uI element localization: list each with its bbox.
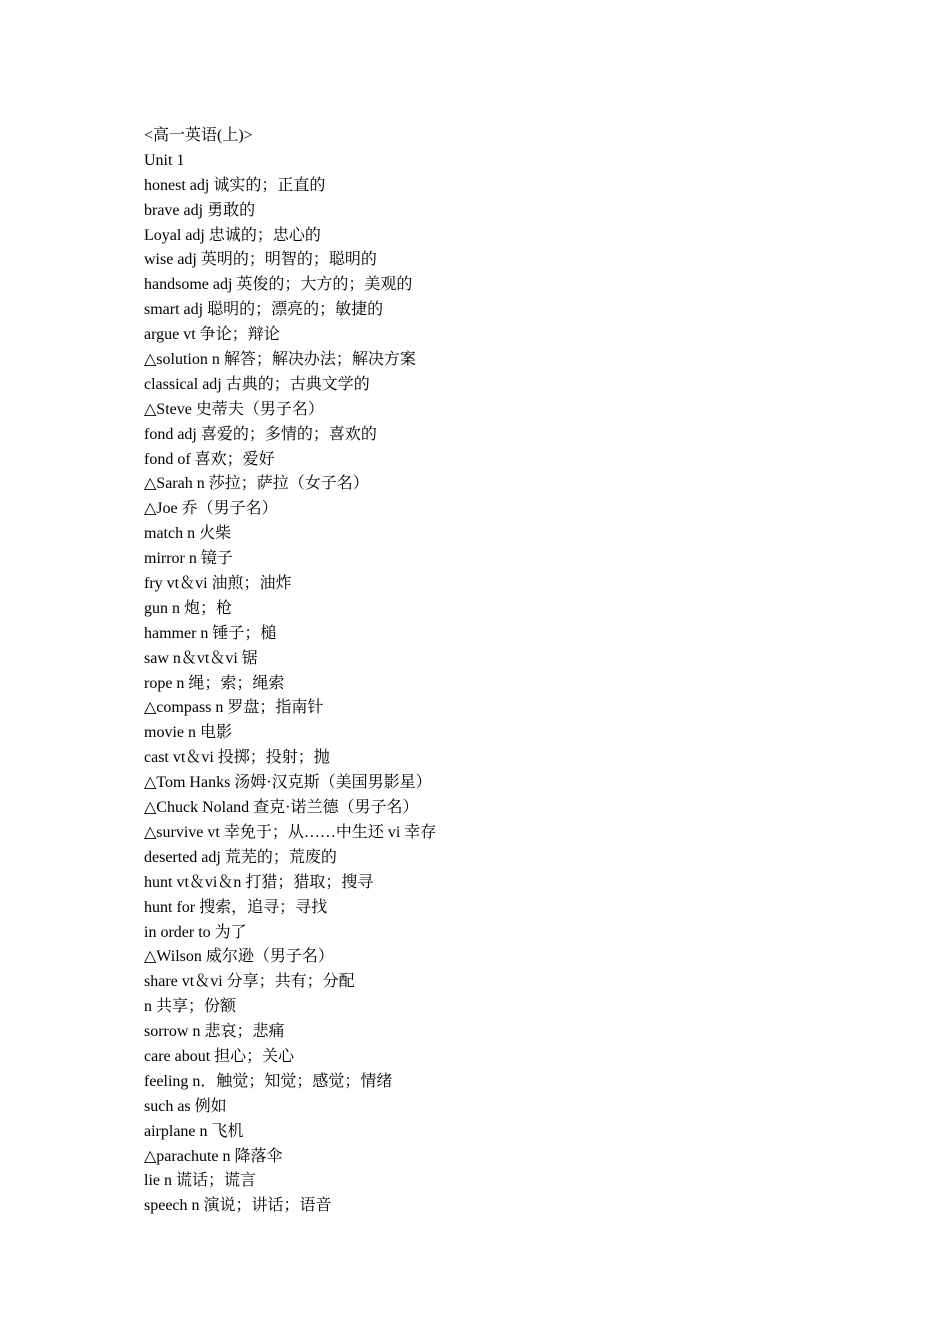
vocab-entry: △survive vt 幸免于；从……中生还 vi 幸存 (144, 823, 437, 841)
vocab-entry: fond of 喜欢；爱好 (144, 450, 275, 468)
vocab-entry: fond adj 喜爱的；多情的；喜欢的 (144, 425, 377, 443)
vocab-entry: in order to 为了 (144, 923, 247, 941)
vocab-entry: hammer n 锤子；槌 (144, 624, 277, 642)
vocab-entry: care about 担心；关心 (144, 1047, 295, 1065)
vocab-entry: n 共享；份额 (144, 998, 237, 1016)
vocab-entry: feeling n．触觉；知觉；感觉；情绪 (144, 1072, 393, 1090)
vocab-entry: lie n 谎话；谎言 (144, 1172, 256, 1190)
vocab-entry: △parachute n 降落伞 (144, 1147, 283, 1165)
vocab-entry: △Wilson 威尔逊（男子名） (144, 948, 334, 966)
vocab-entry: brave adj 勇敢的 (144, 201, 256, 219)
document-header: <高一英语(上)> (144, 127, 253, 144)
vocab-entry: wise adj 英明的；明智的；聪明的 (144, 251, 377, 269)
vocab-entry: fry vt＆vi 油煎；油炸 (144, 575, 292, 593)
vocab-entry: mirror n 镜子 (144, 550, 233, 568)
vocab-entry: match n 火柴 (144, 525, 232, 543)
vocab-entry: △Tom Hanks 汤姆·汉克斯（美国男影星） (144, 774, 432, 792)
vocab-entry: △Steve 史蒂夫（男子名） (144, 400, 324, 418)
vocab-entry: movie n 电影 (144, 724, 232, 742)
vocab-entry: argue vt 争论；辩论 (144, 326, 280, 344)
vocab-entry: sorrow n 悲哀；悲痛 (144, 1023, 285, 1041)
vocab-entry: handsome adj 英俊的；大方的；美观的 (144, 276, 413, 294)
vocab-entry: △Chuck Noland 查克·诺兰德（男子名） (144, 799, 419, 817)
unit-title: Unit 1 (144, 151, 185, 169)
vocabulary-list (144, 124, 844, 1219)
vocab-entry: share vt＆vi 分享；共有；分配 (144, 973, 355, 991)
vocab-entry: Loyal adj 忠诚的；忠心的 (144, 226, 321, 244)
vocab-entry: honest adj 诚实的；正直的 (144, 176, 326, 194)
vocab-entry: speech n 演说；讲话；语音 (144, 1197, 332, 1215)
vocab-entry: △Joe 乔（男子名） (144, 500, 278, 518)
vocab-entry: △compass n 罗盘；指南针 (144, 699, 324, 717)
vocab-entry: smart adj 聪明的；漂亮的；敏捷的 (144, 301, 384, 319)
vocab-entry: gun n 炮；枪 (144, 599, 233, 617)
vocab-entry: saw n＆vt＆vi 锯 (144, 649, 258, 667)
vocab-entry: rope n 绳；索；绳索 (144, 674, 285, 692)
vocab-entry: △solution n 解答；解决办法；解决方案 (144, 351, 416, 369)
vocab-entry: cast vt＆vi 投掷；投射；抛 (144, 749, 330, 767)
vocab-entry: deserted adj 荒芜的；荒废的 (144, 848, 337, 866)
vocab-entry: airplane n 飞机 (144, 1122, 244, 1140)
vocab-entry: classical adj 古典的；古典文学的 (144, 375, 370, 393)
vocab-entry: △Sarah n 莎拉；萨拉（女子名） (144, 475, 369, 493)
vocab-entry: hunt vt＆vi＆n 打猎；猎取；搜寻 (144, 873, 374, 891)
vocab-entry: such as 例如 (144, 1097, 227, 1115)
vocab-entry: hunt for 搜索，追寻；寻找 (144, 898, 328, 916)
